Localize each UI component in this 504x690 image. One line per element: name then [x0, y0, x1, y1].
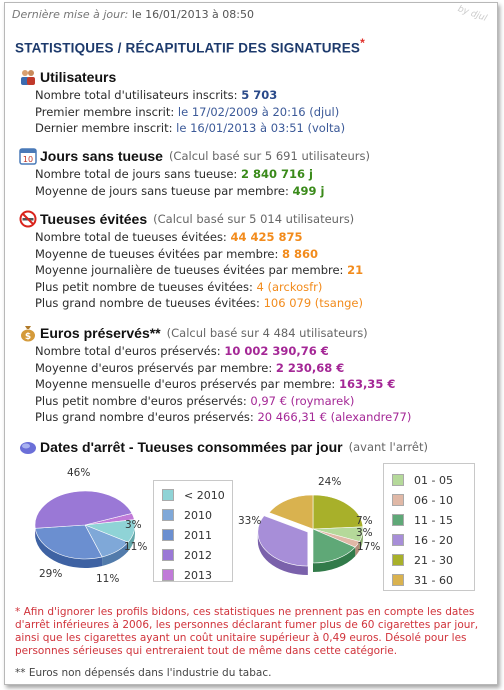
- legend-swatch: [392, 574, 404, 586]
- legend-label: < 2010: [184, 488, 225, 502]
- stat-value[interactable]: le 16/01/2013 à 03:51 (volta): [176, 121, 346, 136]
- stat-row: [35, 246, 363, 263]
- legend-item: [162, 505, 232, 525]
- legend-item: [392, 550, 474, 570]
- euros-heading-text: Euros préservés: [40, 325, 150, 341]
- stat-label: Dernier membre inscrit:: [35, 121, 173, 136]
- dates-note: (avant l'arrêt): [348, 440, 428, 454]
- stat-value[interactable]: le 17/02/2009 à 20:16 (djul): [177, 104, 340, 119]
- stat-label: Moyenne de tueuses évitées par membre:: [35, 246, 279, 261]
- data-label: 11%: [96, 573, 120, 585]
- no-smoking-icon: [19, 210, 37, 228]
- data-label: 11%: [124, 541, 148, 553]
- stat-row: [35, 409, 411, 426]
- stat-value: 8 860: [282, 246, 319, 261]
- page-title: [15, 36, 365, 56]
- dates-heading: Dates d'arrêt - Tueuses consommées par jour: [40, 439, 343, 455]
- svg-text:$: $: [24, 332, 32, 342]
- data-label: 29%: [39, 568, 63, 580]
- data-label: 33%: [238, 515, 262, 527]
- legend-item: [392, 570, 474, 590]
- stat-label: Plus grand nombre d'euros préservés:: [35, 410, 254, 425]
- legend-swatch: [162, 489, 174, 501]
- stat-label: Moyenne mensuelle d'euros préservés par membre:: [35, 377, 336, 392]
- page-title-text: STATISTIQUES / RÉCAPITULATIF DES SIGNATURES: [15, 40, 361, 56]
- stat-row: [35, 376, 411, 393]
- footnote-main: * Afin d'ignorer les profils bidons, ces statistiques ne prennent pas en compte les dates d'arrêt inférieures à 2006, les personnes déclarant fumer plus de 60 cigarettes par jour, ainsi que les cigarettes ayant un coût unitaire supérieur à 0,49 euros. Désolé pour les personnes sérieuses qui entreraient tout de même dans cette catégorie.: [15, 606, 479, 657]
- stat-value: 499 j: [292, 183, 325, 198]
- stat-row: [35, 104, 345, 121]
- legend-stop-year: [153, 480, 233, 582]
- stat-value: 21: [347, 263, 364, 278]
- last-update-line: [12, 8, 254, 21]
- days-note: (Calcul basé sur 5 691 utilisateurs): [168, 149, 370, 163]
- legend-swatch: [162, 549, 174, 561]
- stat-value[interactable]: 106 079 (tsange): [263, 296, 363, 311]
- data-label: 3%: [356, 527, 373, 539]
- legend-swatch: [392, 474, 404, 486]
- legend-label: 2011: [184, 528, 212, 542]
- stat-label: Plus grand nombre de tueuses évitées:: [35, 296, 260, 311]
- avoided-heading: Tueuses évitées: [40, 211, 148, 227]
- legend-swatch: [392, 554, 404, 566]
- legend-item: [162, 565, 232, 585]
- legend-label: 2013: [184, 568, 212, 582]
- legend-swatch: [162, 509, 174, 521]
- stat-label: Nombre total de jours sans tueuse:: [35, 167, 238, 181]
- calendar-icon: [19, 147, 37, 165]
- stat-label: Nombre total de tueuses évitées:: [35, 230, 227, 244]
- stat-label: Plus petit nombre d'euros préservés:: [35, 393, 247, 408]
- euros-note: (Calcul basé sur 4 484 utilisateurs): [166, 326, 368, 340]
- money-bag-icon: [19, 324, 37, 342]
- stat-row: [35, 360, 411, 377]
- legend-label: 01 - 05: [414, 473, 453, 487]
- days-heading: Jours sans tueuse: [40, 148, 163, 164]
- stat-row: [35, 343, 411, 360]
- legend-label: 2012: [184, 548, 212, 562]
- stat-label: Moyenne de jours sans tueuse par membre:: [35, 183, 289, 198]
- watermark: by djul: [455, 4, 488, 24]
- legend-item: [392, 510, 474, 530]
- euros-section: [19, 323, 411, 426]
- legend-label: 21 - 30: [414, 553, 453, 567]
- stat-row: [35, 120, 345, 137]
- stat-value: 5 703: [241, 88, 278, 102]
- stat-row: [35, 262, 363, 279]
- stat-label: Nombre total d'utilisateurs inscrits:: [35, 88, 238, 102]
- data-label: 46%: [67, 467, 91, 479]
- legend-item: [162, 485, 232, 505]
- euros-heading-mark: **: [149, 325, 161, 341]
- last-update-label: Dernière mise à jour:: [12, 8, 129, 21]
- title-asterisk: *: [360, 36, 365, 50]
- svg-text:10: 10: [22, 155, 34, 164]
- data-label: 7%: [356, 515, 373, 527]
- stat-row: [35, 279, 363, 296]
- stat-value: 10 002 390,76 €: [224, 344, 329, 358]
- legend-swatch: [162, 529, 174, 541]
- stat-row: [35, 229, 363, 246]
- legend-item: [162, 545, 232, 565]
- last-update-value: le 16/01/2013 à 08:50: [131, 8, 254, 21]
- data-label: 3%: [125, 519, 142, 531]
- legend-cigarettes-per-day: [383, 463, 475, 591]
- stat-label: Premier membre inscrit:: [35, 104, 175, 119]
- legend-item: [392, 470, 474, 490]
- users-heading: Utilisateurs: [40, 69, 117, 85]
- dates-section: [19, 437, 428, 457]
- stat-label: Nombre total d'euros préservés:: [35, 344, 221, 358]
- legend-swatch: [392, 494, 404, 506]
- stats-panel: [4, 2, 498, 685]
- stat-value: 2 840 716 j: [240, 167, 313, 181]
- legend-swatch: [392, 514, 404, 526]
- globe-icon: [19, 438, 37, 456]
- legend-label: 16 - 20: [414, 533, 453, 547]
- stat-label: Moyenne d'euros préservés par membre:: [35, 360, 273, 375]
- avoided-note: (Calcul basé sur 5 014 utilisateurs): [153, 212, 355, 226]
- avoided-section: [19, 209, 363, 312]
- data-label: 17%: [357, 541, 381, 553]
- days-section: [19, 146, 370, 199]
- stat-value[interactable]: 20 466,31 € (alexandre77): [257, 410, 412, 425]
- stat-row: [35, 166, 370, 183]
- legend-item: [392, 490, 474, 510]
- euros-heading: [40, 325, 161, 341]
- stat-row: [35, 183, 370, 200]
- stat-value[interactable]: 0,97 € (roymarek): [250, 393, 355, 408]
- stat-label: Plus petit nombre de tueuses évitées:: [35, 279, 253, 294]
- stat-row: [35, 87, 345, 104]
- stat-value: 44 425 875: [230, 230, 303, 244]
- legend-label: 11 - 15: [414, 513, 453, 527]
- legend-label: 06 - 10: [414, 493, 453, 507]
- legend-label: 31 - 60: [414, 573, 453, 587]
- users-section: [19, 67, 345, 137]
- legend-label: 2010: [184, 508, 212, 522]
- legend-swatch: [392, 534, 404, 546]
- stat-row: [35, 295, 363, 312]
- legend-item: [162, 525, 232, 545]
- stat-value[interactable]: 4 (arckosfr): [256, 279, 323, 294]
- data-label: 24%: [318, 476, 342, 488]
- footnote-secondary: ** Euros non dépensés dans l'industrie du tabac.: [15, 667, 272, 679]
- stat-value: 163,35 €: [338, 377, 396, 392]
- users-icon: [19, 68, 37, 86]
- stat-value: 2 230,68 €: [275, 360, 345, 375]
- stat-row: [35, 393, 411, 410]
- legend-swatch: [162, 569, 174, 581]
- stat-label: Moyenne journalière de tueuses évitées par membre:: [35, 263, 344, 278]
- legend-item: [392, 530, 474, 550]
